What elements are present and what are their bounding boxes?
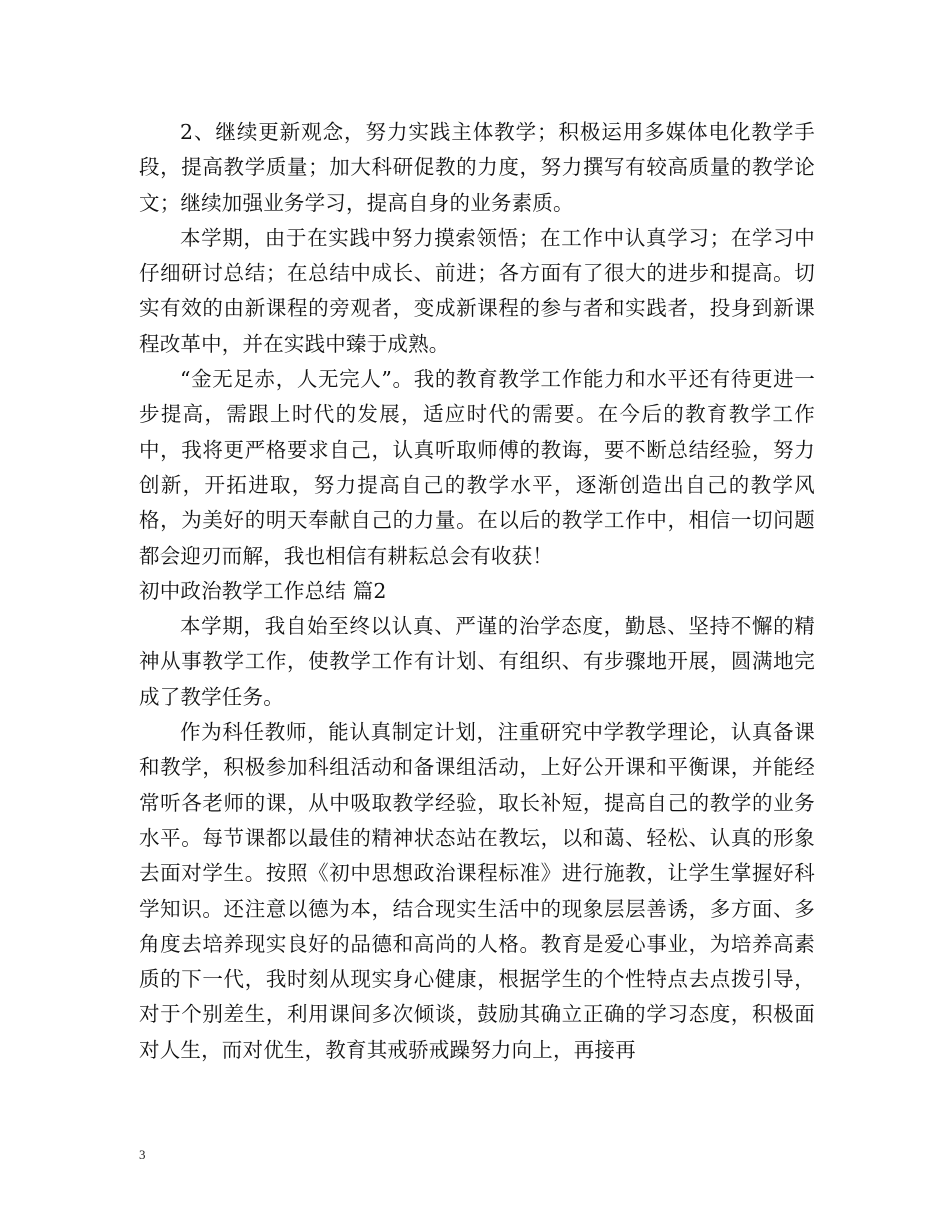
paragraph-4: 本学期，我自始至终以认真、严谨的治学态度，勤恳、坚持不懈的精神从事教学工作，使教学工作有计划、有组织、有步骤地开展，圆满地完成了教学任务。 — [139, 614, 815, 709]
paragraph-3: “金无足赤，人无完人”。我的教育教学工作能力和水平还有待更进一步提高，需跟上时代的发展，适应时代的需要。在今后的教育教学工作中，我将更严格要求自己，认真听取师傅的教诲，要不断总结经验，努力创新，开拓进取，努力提高自己的教学水平，逐渐创造出自己的教学风格，为美好的明天奉献自己的力量。在以后的教学工作中，相信一切问题都会迎刃而解，我也相信有耕耘总会有收获！ — [139, 367, 815, 568]
paragraph-2: 本学期，由于在实践中努力摸索领悟；在工作中认真学习；在学习中仔细研讨总结；在总结中成长、前进；各方面有了很大的进步和提高。切实有效的由新课程的旁观者，变成新课程的参与者和实践者，投身到新课程改革中，并在实践中臻于成熟。 — [139, 225, 815, 356]
section-heading: 初中政治教学工作总结 篇2 — [139, 578, 387, 603]
paragraph-5: 作为科任教师，能认真制定计划，注重研究中学教学理论，认真备课和教学，积极参加科组活动和备课组活动，上好公开课和平衡课，并能经常听各老师的课，从中吸取教学经验，取长补短，提高自己的教学的业务水平。每节课都以最佳的精神状态站在教坛，以和蔼、轻松、认真的形象去面对学生。按照《初中思想政治课程标准》进行施教，让学生掌握好科学知识。还注意以德为本，结合现实生活中的现象层层善诱，多方面、多角度去培养现实良好的品德和高尚的人格。教育是爱心事业，为培养高素质的下一代，我时刻从现实身心健康，根据学生的个性特点去点拨引导，对于个别差生，利用课间多次倾谈，鼓励其确立正确的学习态度，积极面对人生，而对优生，教育其戒骄戒躁努力向上，再接再 — [139, 720, 815, 1062]
page-number: 3 — [139, 1147, 146, 1162]
document-body — [139, 115, 815, 1068]
paragraph-1: 2、继续更新观念，努力实践主体教学；积极运用多媒体电化教学手段，提高教学质量；加大科研促教的力度，努力撰写有较高质量的教学论文；继续加强业务学习，提高自身的业务素质。 — [139, 120, 815, 215]
